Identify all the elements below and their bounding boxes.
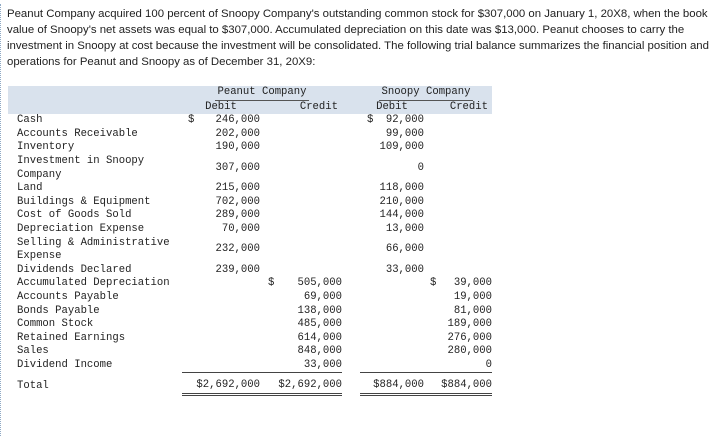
peanut-credit [260, 114, 342, 128]
account-name: Cost of Goods Sold [17, 209, 132, 222]
snoopy-debit: 144,000 [379, 209, 424, 222]
snoopy-credit: 189,000 [447, 318, 492, 331]
peanut-credit [260, 223, 342, 237]
snoopy-debit: 13,000 [385, 222, 424, 235]
header-snoopy-company: Snoopy Company [360, 86, 492, 101]
snoopy-debit [360, 345, 424, 359]
account-name: Cash [17, 114, 43, 127]
peanut-debit: 202,000 [215, 127, 260, 140]
peanut-credit: 138,000 [297, 304, 342, 317]
table-header-columns [8, 101, 492, 115]
snoopy-credit: 19,000 [453, 290, 492, 303]
peanut-debit: 289,000 [215, 209, 260, 222]
peanut-debit [182, 359, 260, 373]
account-name: Depreciation Expense [17, 222, 145, 235]
snoopy-credit [424, 264, 492, 278]
account-name: Buildings & Equipment [17, 195, 151, 208]
header-snoopy-credit: Credit [424, 101, 492, 115]
peanut-credit [260, 155, 342, 182]
snoopy-credit: $ 39,000 [430, 277, 492, 290]
snoopy-credit [424, 141, 492, 155]
peanut-credit: 485,000 [297, 318, 342, 331]
snoopy-credit [424, 196, 492, 210]
table-row [8, 305, 492, 319]
header-peanut-debit: Debit [182, 101, 260, 115]
peanut-debit [182, 291, 260, 305]
table-row [8, 359, 492, 373]
table-row [8, 128, 492, 142]
table-row [8, 155, 492, 182]
snoopy-credit-total: $884,000 [424, 373, 492, 395]
trial-balance-table [8, 86, 492, 396]
account-name: Investment in Snoopy Company [17, 154, 145, 181]
header-snoopy-debit: Debit [360, 101, 424, 115]
peanut-credit [260, 182, 342, 196]
peanut-credit [260, 237, 342, 264]
snoopy-credit [424, 182, 492, 196]
peanut-debit [182, 332, 260, 346]
snoopy-credit: 276,000 [447, 331, 492, 344]
account-name: Land [17, 182, 43, 195]
table-row [8, 141, 492, 155]
snoopy-debit: 118,000 [379, 182, 424, 195]
table-row [8, 237, 492, 264]
snoopy-credit: 81,000 [453, 304, 492, 317]
snoopy-debit: 109,000 [379, 141, 424, 154]
peanut-credit [260, 141, 342, 155]
header-peanut-company: Peanut Company [182, 86, 342, 101]
table-row [8, 182, 492, 196]
peanut-debit [182, 345, 260, 359]
peanut-debit: 239,000 [215, 263, 260, 276]
snoopy-credit [424, 128, 492, 142]
peanut-debit: 215,000 [215, 182, 260, 195]
snoopy-credit [424, 209, 492, 223]
account-name: Bonds Payable [17, 304, 100, 317]
header-peanut-credit: Credit [260, 101, 342, 115]
peanut-credit: 69,000 [303, 290, 342, 303]
account-name: Accounts Payable [17, 290, 119, 303]
table-row [8, 345, 492, 359]
peanut-credit: 614,000 [297, 331, 342, 344]
account-name: Common Stock [17, 318, 94, 331]
table-row [8, 318, 492, 332]
snoopy-credit: 0 [424, 359, 492, 373]
peanut-debit: 702,000 [215, 195, 260, 208]
table-row [8, 291, 492, 305]
snoopy-debit: 210,000 [379, 195, 424, 208]
account-name: Inventory [17, 141, 75, 154]
peanut-debit [182, 318, 260, 332]
snoopy-debit: $ 92,000 [367, 114, 424, 127]
snoopy-debit: 66,000 [385, 243, 424, 256]
peanut-debit-total: $2,692,000 [182, 373, 260, 395]
peanut-credit [260, 196, 342, 210]
peanut-debit: 232,000 [215, 243, 260, 256]
snoopy-credit: 280,000 [447, 345, 492, 358]
peanut-credit-total: $2,692,000 [260, 373, 342, 395]
snoopy-debit [360, 318, 424, 332]
peanut-debit [182, 277, 260, 291]
peanut-credit: 848,000 [297, 345, 342, 358]
snoopy-credit [424, 237, 492, 264]
snoopy-debit [360, 332, 424, 346]
table-row [8, 209, 492, 223]
snoopy-debit: 99,000 [385, 127, 424, 140]
account-name: Retained Earnings [17, 331, 126, 344]
peanut-debit: $ 246,000 [188, 114, 260, 127]
snoopy-debit [360, 277, 424, 291]
snoopy-debit-total: $884,000 [360, 373, 424, 395]
table-row [8, 196, 492, 210]
snoopy-debit [360, 291, 424, 305]
peanut-credit: $ 505,000 [268, 277, 342, 290]
snoopy-debit [360, 305, 424, 319]
peanut-credit [260, 128, 342, 142]
table-row [8, 223, 492, 237]
peanut-debit: 190,000 [215, 141, 260, 154]
peanut-debit [182, 305, 260, 319]
problem-statement: Peanut Company acquired 100 percent of Snoopy Company's outstanding common stock for $307,000 on January 1, 20X8, when the book value of Snoopy's net assets was equal to $307,000. Accumulated depreciation on this date was $13,000. Peanut chooses to carry the investment in Snoopy at cost because the investment will be consolidated. The following trial balance summarizes the financial position and operations for Peanut and Snoopy as of December 31, 20X9: [7, 8, 709, 68]
total-row [8, 373, 492, 395]
table-header-groups [8, 86, 492, 101]
account-name: Accumulated Depreciation [17, 277, 170, 290]
peanut-credit [260, 209, 342, 223]
snoopy-debit [360, 359, 424, 373]
table-row [8, 264, 492, 278]
table-row [8, 277, 492, 291]
left-dotted-rule [0, 4, 1, 436]
table-row [8, 114, 492, 128]
peanut-credit: 33,000 [260, 359, 342, 373]
peanut-debit: 307,000 [215, 161, 260, 174]
snoopy-debit: 33,000 [385, 263, 424, 276]
account-name: Dividends Declared [17, 263, 132, 276]
account-name: Sales [17, 345, 49, 358]
account-name: Total [17, 379, 49, 392]
peanut-credit [260, 264, 342, 278]
account-name: Selling & Administrative Expense [17, 236, 170, 263]
snoopy-credit [424, 114, 492, 128]
snoopy-credit [424, 223, 492, 237]
account-name: Accounts Receivable [17, 127, 138, 140]
snoopy-credit [424, 155, 492, 182]
snoopy-debit: 0 [417, 161, 424, 174]
peanut-debit: 70,000 [221, 222, 260, 235]
account-name: Dividend Income [17, 359, 113, 372]
table-row [8, 332, 492, 346]
